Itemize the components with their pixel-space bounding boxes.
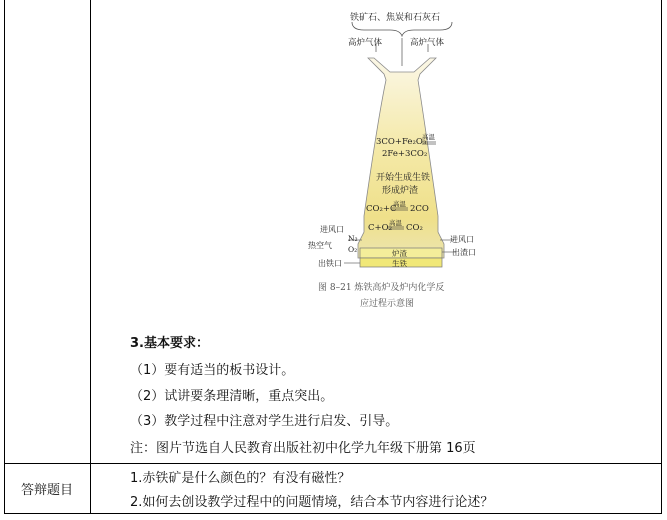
gas-left-label: 高炉气体 [348, 38, 383, 48]
table-border-bottom [4, 513, 662, 514]
requirement-item-3: （3）教学过程中注意对学生进行启发、引导。 [130, 414, 399, 429]
requirement-item-1: （1）要有适当的板书设计。 [130, 363, 295, 378]
slag-outlet-label: 出渣口 [452, 248, 476, 257]
top-brace [352, 22, 452, 36]
left-inlet-label: 进风口 [320, 225, 344, 234]
reaction1-lhs: 3CO+Fe₂O₃ [376, 137, 427, 147]
n2-label: N₂ [348, 234, 358, 243]
source-note: 注：图片节选自人民教育出版社初中化学九年级下册第 16页 [130, 441, 476, 456]
table-row-divider [4, 463, 662, 464]
reaction2-rhs: 2CO [410, 204, 429, 214]
answer-section-label: 答辩题目 [20, 483, 73, 498]
reaction1-condition: 高温 [422, 133, 435, 141]
top-label: 铁矿石、焦炭和石灰石 [350, 13, 441, 23]
slag-layer-label: 炉渣 [392, 249, 407, 258]
iron-outlet-label: 出铁口 [318, 259, 342, 268]
table-column-divider [90, 0, 91, 514]
blast-furnace-figure [304, 8, 504, 316]
figure-caption-line1: 图 8–21 炼铁高炉及炉内化学反 [318, 283, 445, 293]
mid-text-2: 形成炉渣 [382, 186, 419, 196]
table-border-right [661, 0, 662, 514]
o2-label: O₂ [348, 245, 358, 254]
reaction2-condition: 高温 [393, 200, 406, 208]
gas-right-label: 高炉气体 [410, 38, 445, 48]
hot-air-label: 热空气 [308, 241, 332, 250]
blast-furnace-diagram [304, 8, 504, 316]
answer-question-2: 2.如何去创设教学过程中的问题情境，结合本节内容进行论述？ [130, 495, 494, 510]
answer-question-1: 1.赤铁矿是什么颜色的？有没有磁性？ [130, 471, 351, 486]
iron-layer-label: 生铁 [392, 259, 407, 268]
reaction2-lhs: CO₂+C [366, 204, 397, 214]
right-inlet-label: 进风口 [450, 235, 474, 244]
reaction1-rhs: 2Fe+3CO₂ [382, 149, 428, 159]
mid-text-1: 开始生成生铁 [376, 173, 431, 183]
requirement-item-2: （2）试讲要条理清晰，重点突出。 [130, 389, 334, 404]
figure-caption-line2: 应过程示意图 [360, 299, 415, 309]
reaction3-lhs: C+O₂ [368, 223, 393, 233]
table-border-left [4, 0, 5, 514]
reaction3-rhs: CO₂ [406, 223, 423, 233]
reaction3-condition: 高温 [389, 219, 402, 227]
requirements-title: 3.基本要求： [130, 336, 209, 351]
